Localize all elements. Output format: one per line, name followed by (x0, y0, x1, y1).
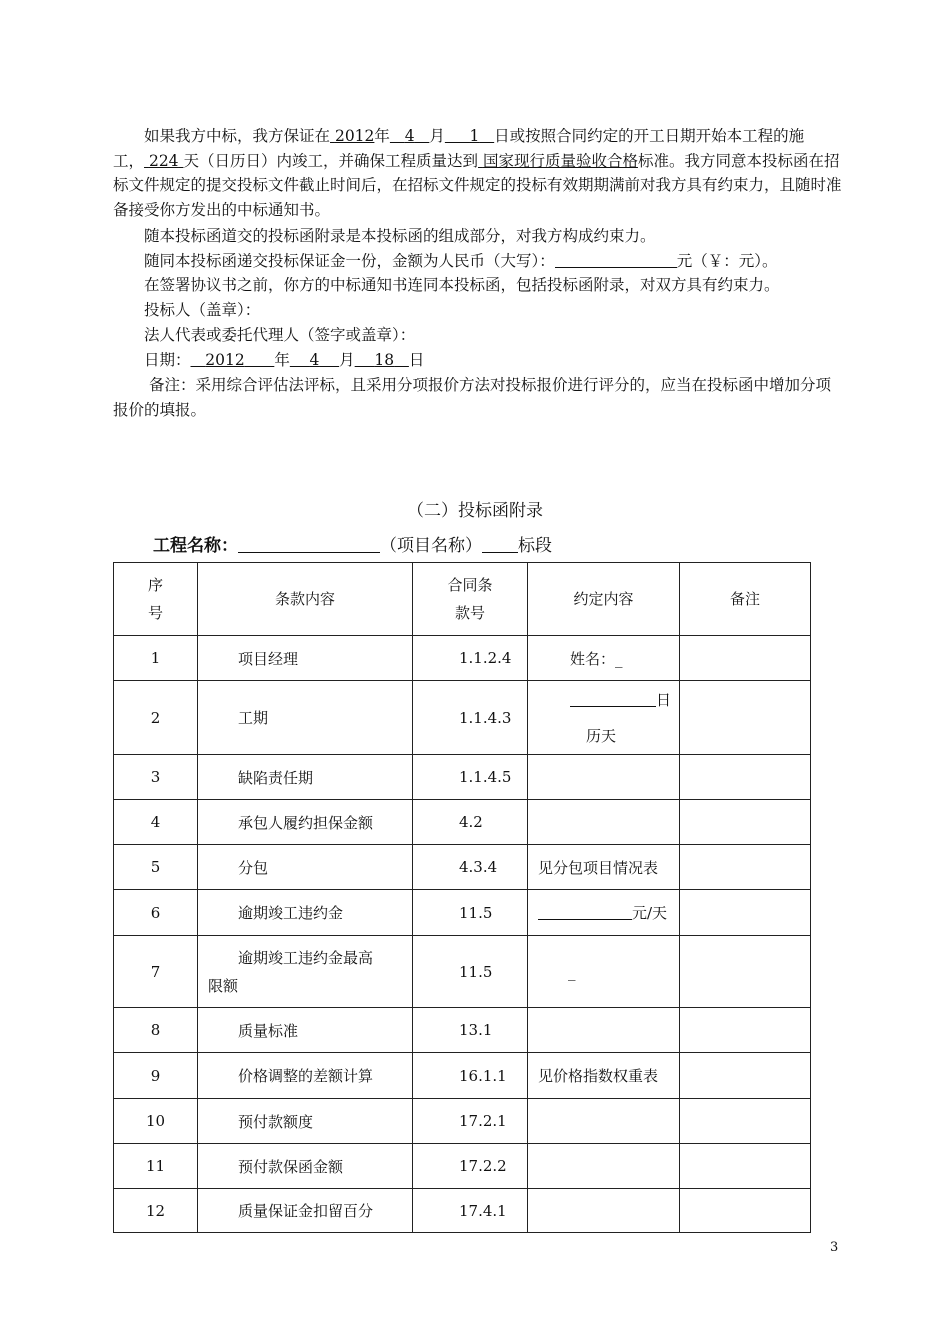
project-name-blank (238, 537, 380, 553)
table-row: 12 质量保证金扣留百分 17.4.1 (114, 1189, 811, 1233)
bond-amount-blank (555, 252, 677, 268)
legal-rep-line: 法人代表或委托代理人（签字或盖章）： (144, 326, 416, 344)
table-row: 10 预付款额度 17.2.1 (114, 1099, 811, 1144)
header-item: 条款内容 (198, 563, 413, 636)
start-day: 1 (469, 127, 480, 145)
date-day: 18 (374, 351, 395, 369)
table-row: 4 承包人履约担保金额 4.2 (114, 800, 811, 845)
start-month: 4 (404, 127, 415, 145)
penalty-blank (538, 904, 632, 920)
paragraph-bond: 随同本投标函递交投标保证金一份，金额为人民币（大写）： 元（￥：元）。 (144, 252, 778, 270)
header-remark: 备注 (680, 563, 811, 636)
paragraph-appendix: 随本投标函道交的投标函附录是本投标函的组成部分，对我方构成约束力。 (144, 227, 656, 245)
date-month: 4 (309, 351, 320, 369)
date-line: 日期： 2012 年 4 月 18 日 (144, 351, 425, 369)
quality-standard: 国家现行质量验收合格 (482, 151, 638, 170)
remark-note: 备注：采用综合评估法评标，且采用分项报价方法对投标报价进行评分的，应当在投标函中增加分项报价的填报。 (113, 376, 832, 419)
table-row: 9 价格调整的差额计算 16.1.1 见价格指数权重表 (114, 1053, 811, 1099)
table-row: 2 工期 1.1.4.3 日 历天 (114, 681, 811, 755)
bidder-seal-line: 投标人（盖章）： (144, 301, 261, 319)
header-clause: 合同条 款号 (413, 563, 528, 636)
page-number: 3 (830, 1240, 839, 1255)
header-no: 序 号 (114, 563, 198, 636)
table-row: 11 预付款保函金额 17.2.2 (114, 1144, 811, 1189)
start-year: 2012 (334, 127, 375, 145)
table-row: 6 逾期竣工违约金 11.5 元/天 (114, 890, 811, 936)
header-agreement: 约定内容 (528, 563, 680, 636)
table-row: 7 逾期竣工违约金最高 限额 11.5 _ (114, 936, 811, 1008)
project-name-line: 工程名称： （项目名称） 标段 (153, 536, 552, 556)
annex-title: （二）投标函附录 (407, 501, 543, 521)
table-row: 3 缺陷责任期 1.1.4.5 (114, 755, 811, 800)
section-blank (482, 537, 518, 553)
date-year: 2012 (205, 351, 245, 369)
table-header-row (114, 563, 811, 636)
table-row: 5 分包 4.3.4 见分包项目情况表 (114, 845, 811, 890)
annex-table (113, 562, 811, 1233)
table-row: 1 项目经理 1.1.2.4 姓名：_ (114, 636, 811, 681)
table-row: 8 质量标准 13.1 (114, 1008, 811, 1053)
paragraph-guarantee: 如果我方中标，我方保证在 2012年 4 月 1 日或按照合同约定的开工日期开始本工程的施工， 224 天（日历日）内竣工，并确保工程质量达到 国家现行质量验收合格标准。我方同意本投标函在招标文件规定的提交投标文件截止时间后，在招标文件规定的投标有效期期满前对我方具有约束力，且随时准备接受你方发出的中标通知书。 (113, 127, 842, 219)
paragraph-binding: 在签署协议书之前，你方的中标通知书连同本投标函，包括投标函附录，对双方具有约束力。 (144, 276, 780, 294)
construction-days: 224 (148, 151, 179, 170)
duration-blank (570, 691, 656, 707)
